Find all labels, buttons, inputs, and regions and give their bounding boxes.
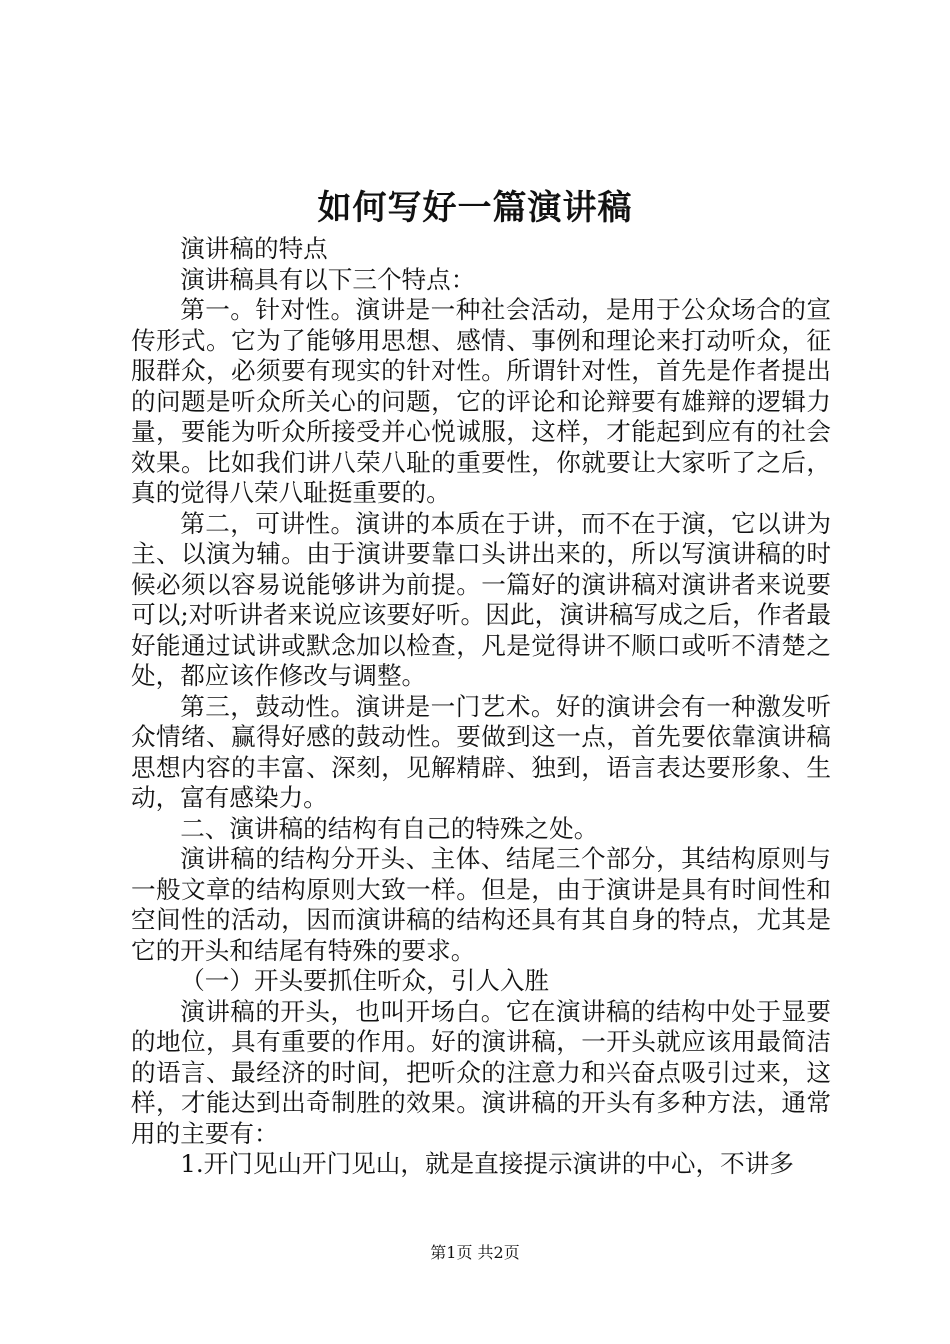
paragraph: 第一。针对性。演讲是一种社会活动，是用于公众场合的宣传形式。它为了能够用思想、感情、事例和理论来打动听众，征服群众，必须要有现实的针对性。所谓针对性，首先是作者提出的问题是听众所关心的问题，它的评论和论辩要有雄辩的逻辑力量，要能为听众所接受并心悦诚服，这样，才能起到应有的社会效果。比如我们讲八荣八耻的重要性，你就要让大家听了之后，真的觉得八荣八耻挺重要的。 [131,295,831,507]
page-footer: 第1页 共2页 [430,1243,520,1262]
document-title: 如何写好一篇演讲稿 [317,188,633,228]
paragraph: 二、演讲稿的结构有自己的特殊之处。 [180,813,599,843]
paragraph: 演讲稿的特点 [180,234,328,263]
paragraph: 1.开门见山开门见山，就是直接提示演讲的中心，不讲多 [180,1149,794,1178]
document-body [131,234,831,1180]
paragraph: 第二，可讲性。演讲的本质在于讲，而不在于演，它以讲为主、以演为辅。由于演讲要靠口头讲出来的，所以写演讲稿的时候必须以容易说能够讲为前提。一篇好的演讲稿对演讲者来说要可以;对听讲者来说应该要好听。因此，演讲稿写成之后，作者最好能通过试讲或默念加以检查，凡是觉得讲不顺口或听不清楚之处，都应该作修改与调整。 [131,508,831,690]
paragraph: 演讲稿的开头，也叫开场白。它在演讲稿的结构中处于显要的地位，具有重要的作用。好的演讲稿，一开头就应该用最简洁的语言、最经济的时间，把听众的注意力和兴奋点吸引过来，这样，才能达到出奇制胜的效果。演讲稿的开头有多种方法，通常用的主要有： [131,996,831,1148]
paragraph: 演讲稿具有以下三个特点： [180,264,476,294]
paragraph: 第三，鼓动性。演讲是一门艺术。好的演讲会有一种激发听众情绪、赢得好感的鼓动性。要做到这一点，首先要依靠演讲稿思想内容的丰富、深刻，见解精辟、独到，语言表达要形象、生动，富有感染力。 [131,691,831,812]
paragraph: （一）开头要抓住听众，引人入胜 [180,966,550,995]
paragraph: 演讲稿的结构分开头、主体、结尾三个部分，其结构原则与一般文章的结构原则大致一样。但是，由于演讲是具有时间性和空间性的活动，因而演讲稿的结构还具有其自身的特点，尤其是它的开头和结尾有特殊的要求。 [131,844,831,965]
